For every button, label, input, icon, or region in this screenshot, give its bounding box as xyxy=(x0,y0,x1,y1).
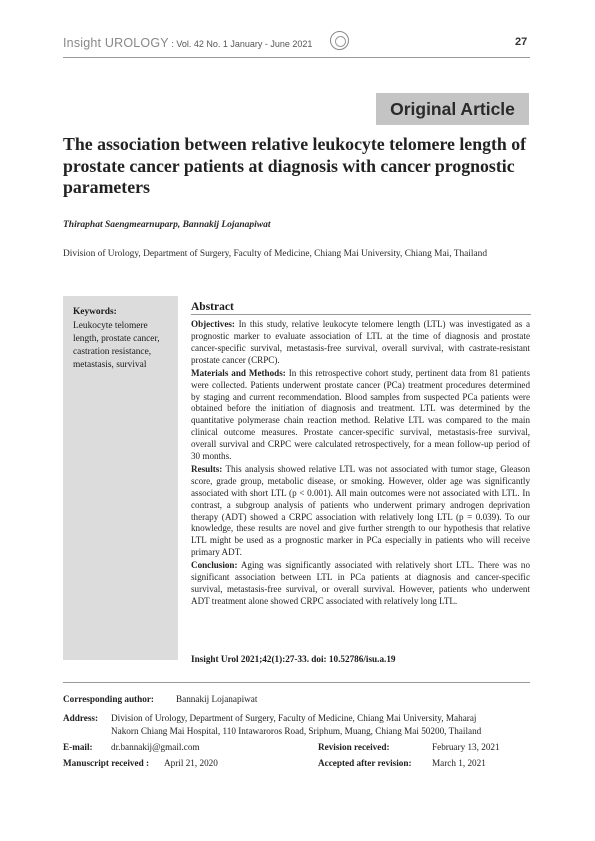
keywords-label: Keywords: xyxy=(73,307,117,317)
accepted-label-text: Accepted after revision: xyxy=(318,758,412,768)
email-label-text: E-mail: xyxy=(63,742,93,752)
address-label xyxy=(63,713,98,723)
section-text: In this study, relative leukocyte telomere length (LTL) was investigated as a prognostic marker to evaluate association of LTL at the time of diagnosis and prostate cancer-specific survival, metastasis-free survival, overall survival, with castrate-resistant prostate cancer (CRPC). xyxy=(191,319,530,365)
section-label: Results: xyxy=(191,464,223,475)
abstract-divider xyxy=(191,314,531,315)
corresponding-author xyxy=(63,694,154,704)
section-text: In this retrospective cohort study, pertinent data from 81 patients were collected. Patients underwent prostate cancer (PCa) treatment procedures determined by staging and current recommendation. Blood samples from suspected PCa patients were obtained before the initiation of diagnosis and treatment. LTL was determined by the quantitative polymerase chain reaction method. Relative LTL was compared to the main clinical outcome measures. Prostate cancer-specific survival, metastasis-free survival, overall survival and CRPC were calculated retrospectively, for a mean follow-up period of 30 months. xyxy=(191,367,530,461)
abstract-objectives xyxy=(191,319,530,366)
accepted-label xyxy=(318,758,412,768)
email-link[interactable]: dr.bannakij@gmail.com xyxy=(111,742,200,752)
header-divider xyxy=(63,57,530,58)
manuscript-label xyxy=(63,758,149,768)
university-seal-icon xyxy=(330,31,349,50)
citation: Insight Urol 2021;42(1):27-33. doi: 10.52786/isu.a.19 xyxy=(191,654,396,664)
section-label: Conclusion: xyxy=(191,560,238,571)
email-label xyxy=(63,742,93,752)
author-list: Thiraphat Saengmearnuparp, Bannakij Lojanapiwat xyxy=(63,220,271,230)
keywords-text: Leukocyte telomere length, prostate cancer, castration resistance, metastasis, survival xyxy=(73,321,160,371)
accepted-date: March 1, 2021 xyxy=(432,758,486,768)
abstract-conclusion xyxy=(191,560,530,607)
address-label-text: Address: xyxy=(63,713,99,723)
corresponding-value: Bannakij Lojanapiwat xyxy=(176,694,258,704)
manuscript-date: April 21, 2020 xyxy=(164,758,218,768)
article-title: The association between relative leukocyte telomere length of prostate cancer patients at diagnosis with cancer prognostic parameters xyxy=(63,134,527,197)
journal-header xyxy=(63,36,312,50)
section-text: Aging was significantly associated with relatively short LTL. There was no significant association between LTL in PCa patients at diagnosis and cancer-specific survival, metastasis-free survival, or overall survival. However, patients who underwent ADT treatment alone showed CRPC associated with relatively long LTL. xyxy=(191,560,530,606)
abstract-results xyxy=(191,464,530,559)
journal-issue: : Vol. 42 No. 1 January - June 2021 xyxy=(168,39,313,49)
affiliation: Division of Urology, Department of Surgery, Faculty of Medicine, Chiang Mai University, Chiang Mai, Thailand xyxy=(63,249,488,259)
abstract-body xyxy=(191,319,530,609)
abstract-heading: Abstract xyxy=(191,301,234,313)
page-number: 27 xyxy=(515,36,528,48)
address-line-1: Division of Urology, Department of Surgery, Faculty of Medicine, Chiang Mai University, Maharaj xyxy=(111,713,477,723)
section-label: Materials and Methods: xyxy=(191,367,286,378)
revision-date: February 13, 2021 xyxy=(432,742,500,752)
corresponding-label: Corresponding author: xyxy=(63,694,154,704)
manuscript-label-text: Manuscript received : xyxy=(63,758,150,768)
revision-label-text: Revision received: xyxy=(318,742,390,752)
revision-label xyxy=(318,742,390,752)
abstract-methods xyxy=(191,368,530,463)
section-text: This analysis showed relative LTL was not associated with tumor stage, Gleason score, grade group, metabolic disease, or smoking. However, older age was significantly associated with short LTL (p < 0.001). All main outcomes were not associated with LTL. In contrast, a subgroup analysis of patients who underwent primary androgen deprivation therapy (ADT) showed a CRPC association with relatively long LTL (p = 0.039). To our knowledge, these results are novel and give further strength to our hypothesis that relative LTL might be used as a prognostic marker in PCa especially in patients who will receive primary ADT. xyxy=(191,464,530,558)
section-label: Objectives: xyxy=(191,319,235,329)
address-line-2: Nakorn Chiang Mai Hospital, 110 Intawaroros Road, Sriphum, Muang, Chiang Mai 50200, Thailand xyxy=(111,726,482,736)
footer-divider xyxy=(63,682,530,683)
journal-name: Insight UROLOGY xyxy=(63,36,169,50)
article-type-badge: Original Article xyxy=(376,93,529,125)
